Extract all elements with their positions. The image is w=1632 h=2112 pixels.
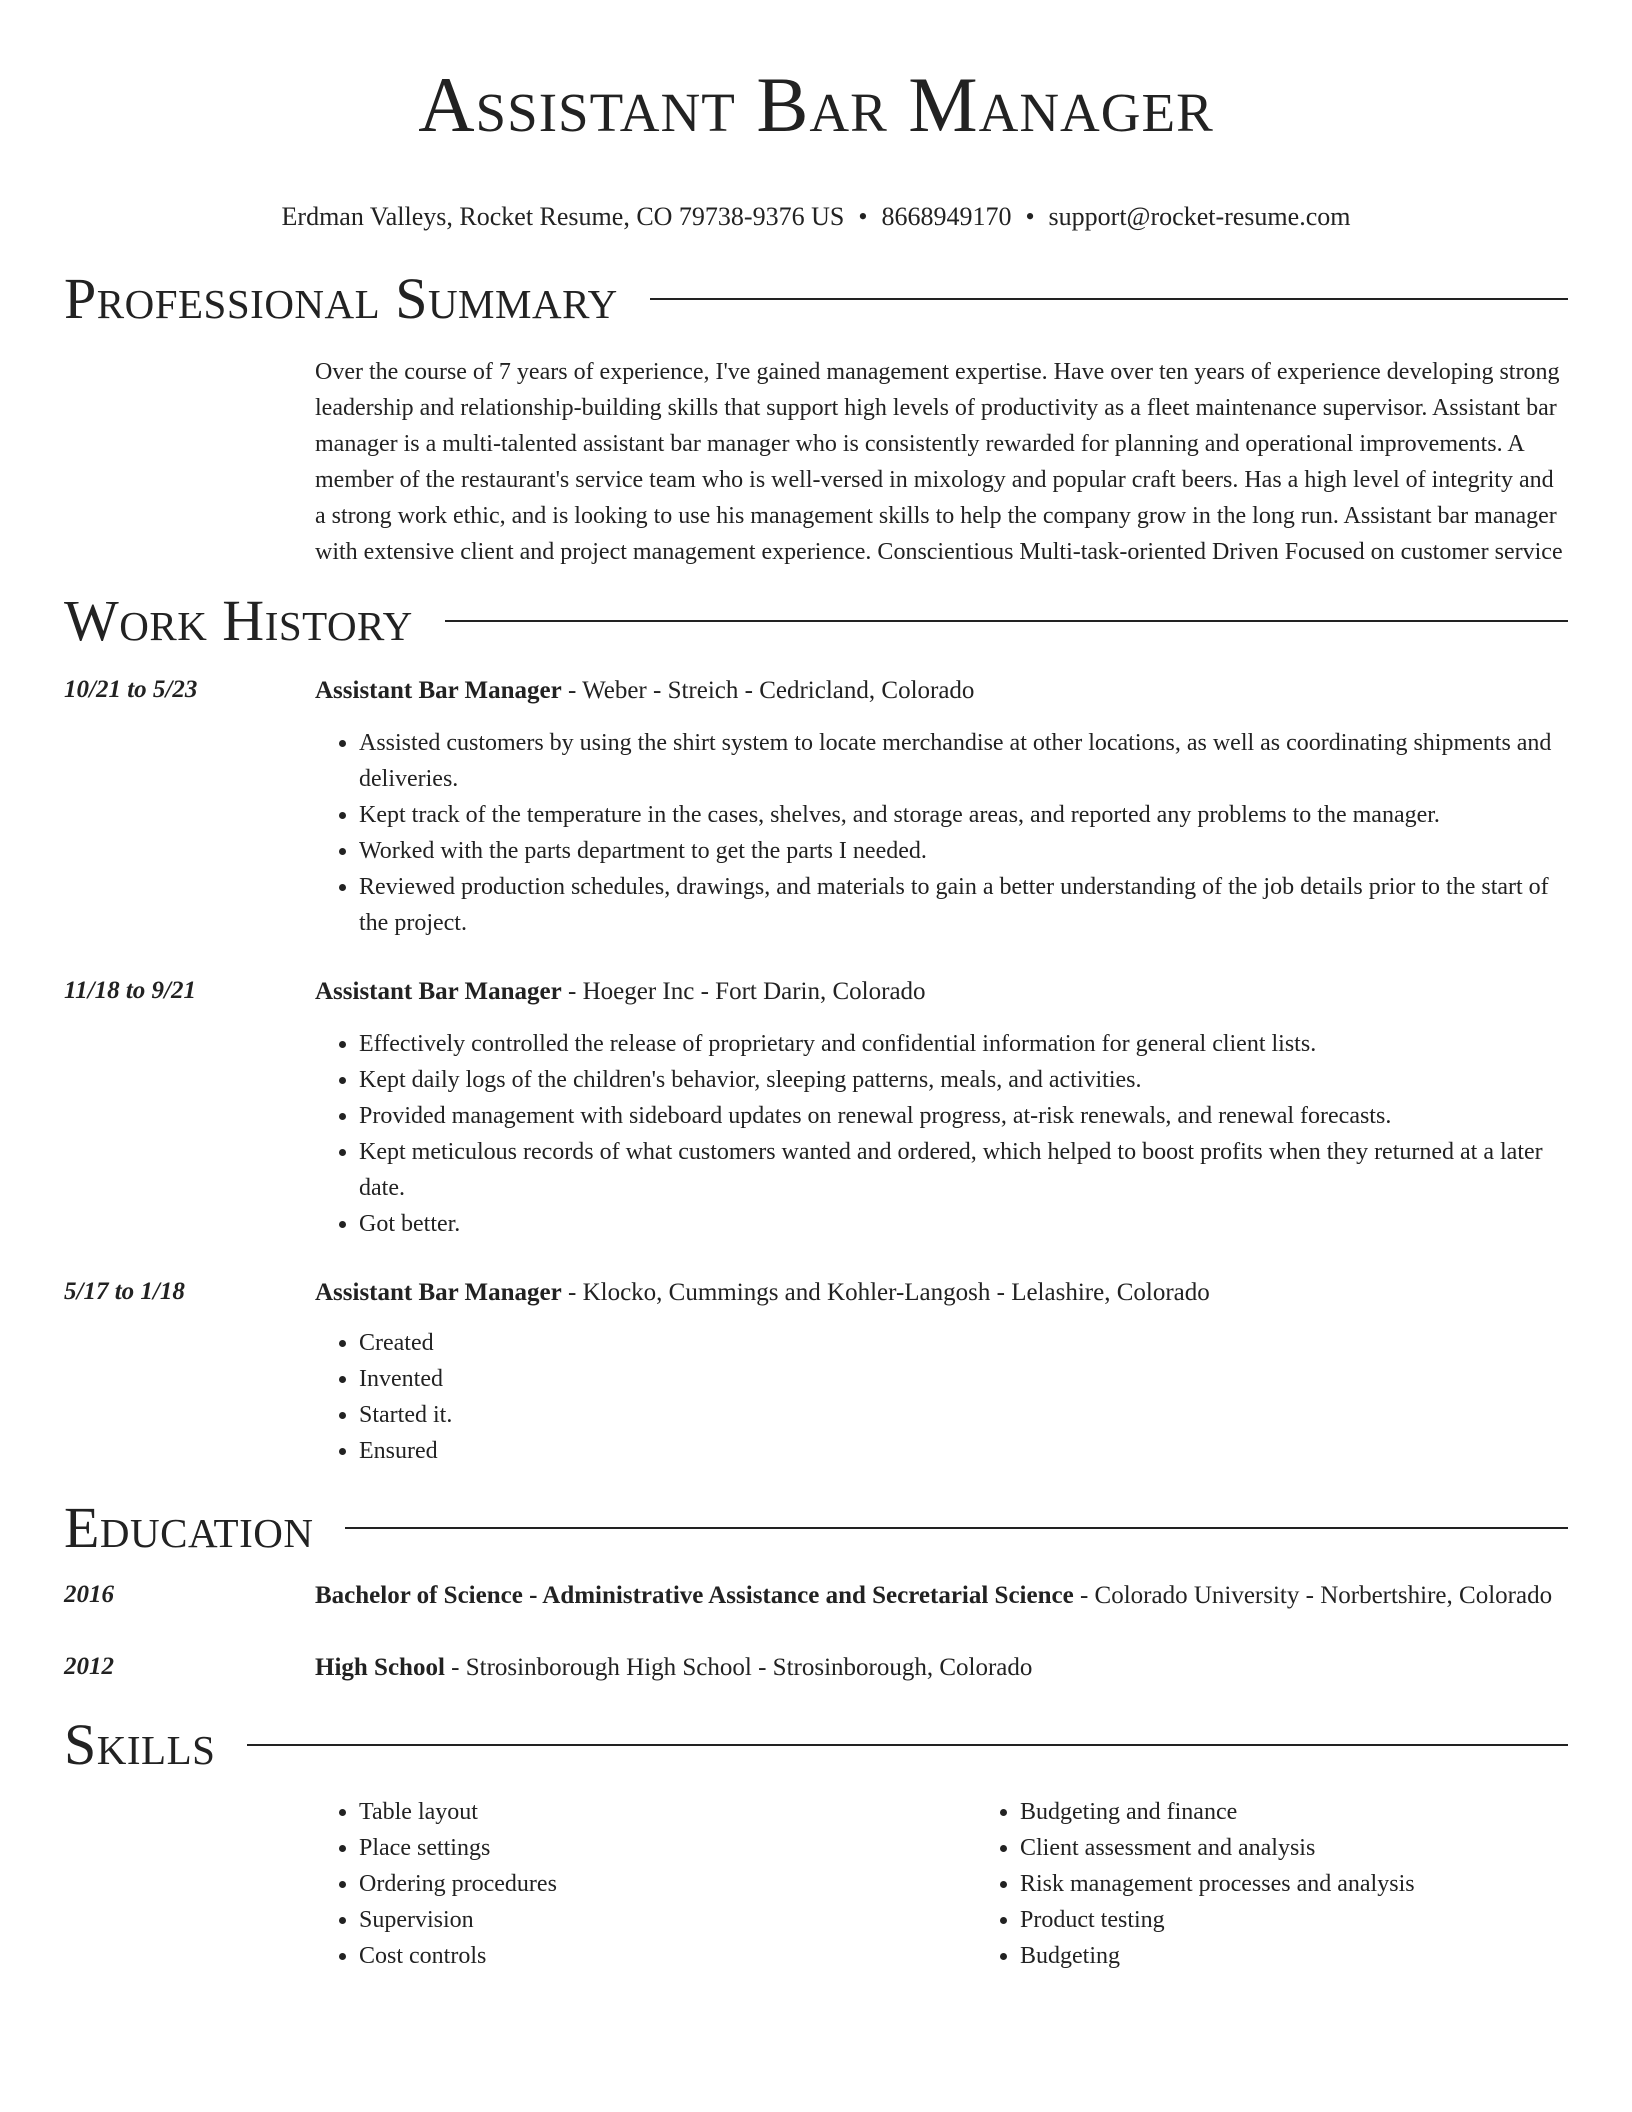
job-bullet: • Invented [359,1361,1568,1397]
job-bullet: • Ensured [359,1433,1568,1469]
skill-item: • Budgeting [1020,1938,1632,1974]
job-details: - Weber - Streich - Cedricland, Colorado [561,677,975,704]
contact-line [64,202,1568,232]
job-bullet: • Effectively controlled the release of proprietary and confidential information for general client lists. [359,1026,1568,1062]
skills-column-right [976,1794,1632,1974]
work-section-header [64,588,1568,654]
job-bullets [315,1325,1568,1469]
education-degree: Bachelor of Science - Administrative Assistance and Secretarial Science [315,1582,1074,1609]
skill-item: • Risk management processes and analysis [1020,1866,1632,1902]
contact-phone: 8668949170 [881,202,1012,231]
summary-section-header [64,266,1568,332]
skill-item: • Budgeting and finance [1020,1794,1632,1830]
job-dates: 10/21 to 5/23 [64,676,198,703]
education-degree: High School [315,1654,445,1681]
skill-item: • Place settings [359,1830,976,1866]
education-year: 2016 [64,1581,114,1608]
job-bullet: • Got better. [359,1206,1568,1242]
skills-list [315,1794,1568,1974]
job-bullets [315,725,1568,941]
job-bullet: • Created [359,1325,1568,1361]
job-details: - Hoeger Inc - Fort Darin, Colorado [561,978,926,1005]
education-entry [64,1577,1568,1614]
education-details: - Colorado University - Norbertshire, Colorado [1073,1582,1553,1609]
section-divider [345,1527,1568,1529]
skill-item: • Ordering procedures [359,1866,976,1902]
job-bullet: • Kept meticulous records of what customers wanted and ordered, which helped to boost profits when they returned at a later date. [359,1134,1568,1206]
education-body [315,1577,1568,1614]
job-heading [315,1274,1568,1311]
skill-item: • Table layout [359,1794,976,1830]
job-dates: 5/17 to 1/18 [64,1278,185,1305]
section-divider [247,1744,1568,1746]
skill-item: • Client assessment and analysis [1020,1830,1632,1866]
job-details: - Klocko, Cummings and Kohler-Langosh - Lelashire, Colorado [561,1279,1210,1306]
education-body [315,1649,1568,1686]
job-role: Assistant Bar Manager [315,1279,562,1306]
contact-separator: • [858,202,868,231]
section-divider [650,298,1568,300]
job-bullet: • Assisted customers by using the shirt system to locate merchandise at other locations, as well as coordinating shipments and deliveries. [359,725,1568,797]
job-bullet: • Worked with the parts department to get the parts I needed. [359,833,1568,869]
job-body [315,973,1568,1242]
skill-item: • Supervision [359,1902,976,1938]
education-entry [64,1649,1568,1686]
skill-item: • Product testing [1020,1902,1632,1938]
education-details: - Strosinborough High School - Strosinborough, Colorado [444,1654,1033,1681]
resume-name: Assistant Bar Manager [418,61,1214,148]
education-year: 2012 [64,1653,114,1680]
job-entry [64,973,1568,1242]
skills-section-title: Skills [64,1712,216,1777]
skill-item: • Cost controls [359,1938,976,1974]
education-section-header [64,1495,1568,1561]
job-entry [64,1274,1568,1469]
job-heading [315,973,1568,1010]
job-role: Assistant Bar Manager [315,677,562,704]
section-divider [445,620,1568,622]
job-body [315,672,1568,941]
contact-email: support@rocket-resume.com [1048,202,1351,231]
summary-text: Over the course of 7 years of experience, I've gained management expertise. Have over ten years of experience developing strong leadership and relationship-building skills that support high levels of productivity as a fleet maintenance supervisor. Assistant bar manager is a multi-talented assistant bar manager who is consistently rewarded for planning and operational improvements. A member of the restaurant's service team who is well-versed in mixology and popular craft beers. Has a high level of integrity and a strong work ethic, and is looking to use his management skills to help the company grow in the long run. Assistant bar manager with extensive client and project management experience. Conscientious Multi-task-oriented Driven Focused on customer service [315,359,1563,565]
education-section-title: Education [64,1495,314,1560]
skills-section-header [64,1712,1568,1778]
job-entry [64,672,1568,941]
job-bullet: • Started it. [359,1397,1568,1433]
job-bullet: • Reviewed production schedules, drawings, and materials to gain a better understanding of the job details prior to the start of the project. [359,869,1568,941]
job-role: Assistant Bar Manager [315,978,562,1005]
contact-separator: • [1025,202,1035,231]
work-section-title: Work History [64,588,413,653]
job-bullet: • Kept track of the temperature in the cases, shelves, and storage areas, and reported any problems to the manager. [359,797,1568,833]
contact-address: Erdman Valleys, Rocket Resume, CO 79738-9376 US [281,202,845,231]
job-bullets [315,1026,1568,1242]
job-heading [315,672,1568,709]
job-body [315,1274,1568,1469]
job-bullet: • Kept daily logs of the children's behavior, sleeping patterns, meals, and activities. [359,1062,1568,1098]
job-bullet: • Provided management with sideboard updates on renewal progress, at-risk renewals, and renewal forecasts. [359,1098,1568,1134]
job-dates: 11/18 to 9/21 [64,977,196,1004]
summary-section-title: Professional Summary [64,266,618,331]
skills-column-left [315,1794,976,1974]
